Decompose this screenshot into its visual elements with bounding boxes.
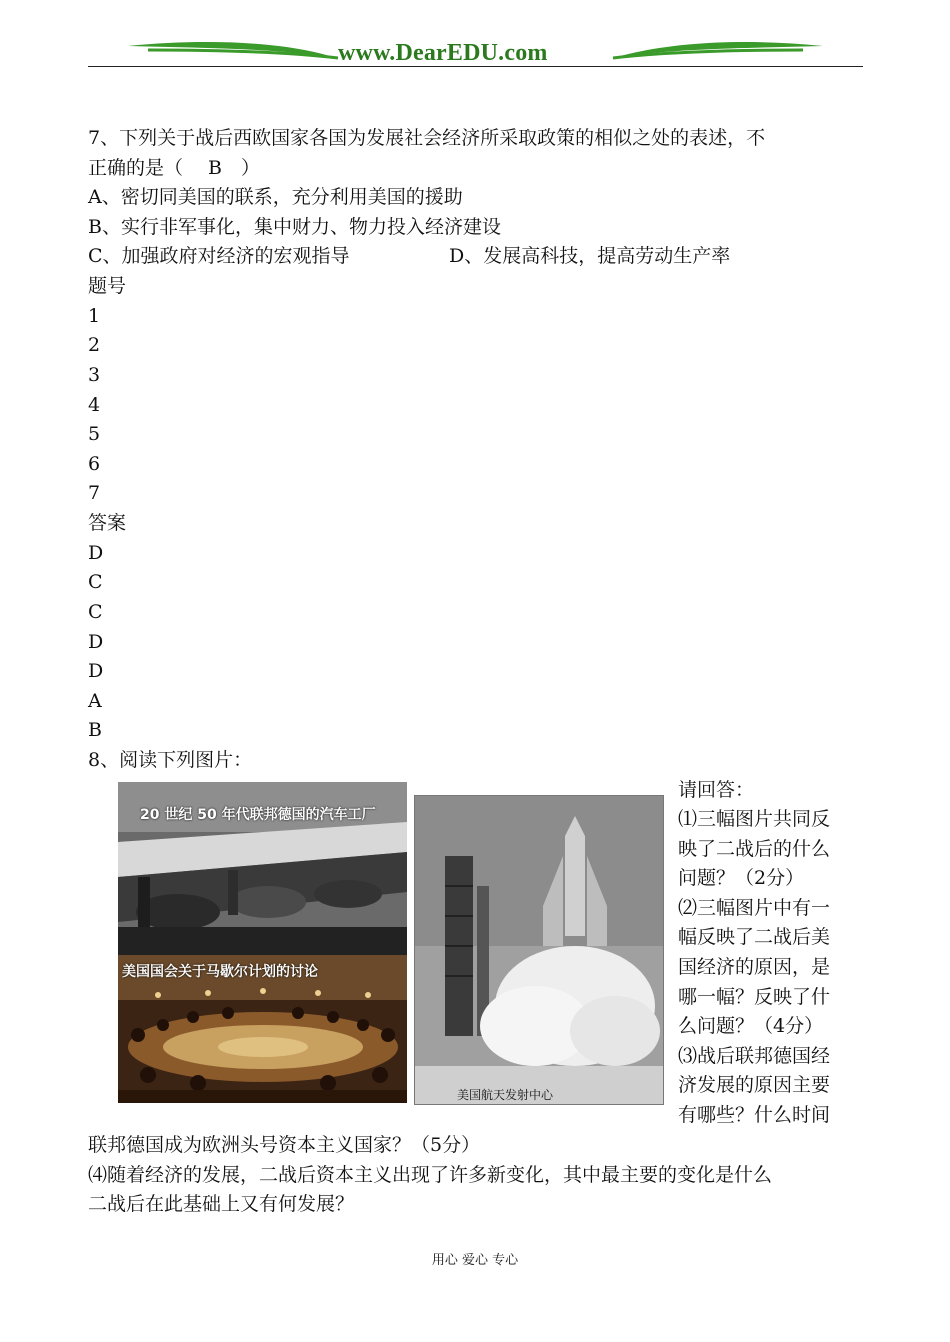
answer-table-number-header: 题号 bbox=[88, 275, 127, 297]
q8-side-line: 问题？（2分） bbox=[678, 867, 805, 889]
q8-part4-line1: ⑷随着经济的发展，二战后资本主义出现了许多新变化，其中最主要的变化是什么 bbox=[88, 1164, 773, 1186]
answer-table-answer: C bbox=[88, 601, 103, 623]
answer-table-number: 4 bbox=[88, 394, 101, 416]
answer-table-number: 2 bbox=[88, 334, 101, 356]
q8-side-line: 哪一幅？反映了什 bbox=[678, 986, 831, 1008]
q8-side-line: 请回答： bbox=[678, 779, 755, 801]
q8-part4-line2: 二战后在此基础上又有何发展？ bbox=[88, 1193, 355, 1215]
answer-table-answer: B bbox=[88, 719, 102, 741]
q8-side-line: ⑴三幅图片共同反 bbox=[678, 808, 831, 830]
answer-table-answer: D bbox=[88, 631, 104, 653]
launch-center-illustration bbox=[415, 796, 663, 1104]
answer-table-number: 5 bbox=[88, 423, 101, 445]
q8-side-line: 济发展的原因主要 bbox=[678, 1074, 831, 1096]
q7-option-a: A、密切同美国的联系，充分利用美国的援助 bbox=[88, 186, 463, 208]
congress-photo bbox=[118, 955, 407, 1103]
q8-side-line: ⑶战后联邦德国经 bbox=[678, 1045, 831, 1067]
q7-option-b: B、实行非军事化，集中财力、物力投入经济建设 bbox=[88, 216, 501, 238]
answer-table-answer: C bbox=[88, 571, 103, 593]
header-divider bbox=[88, 66, 863, 67]
answer-table-number: 7 bbox=[88, 482, 101, 504]
q8-side-line: 有哪些？什么时间 bbox=[678, 1104, 831, 1126]
answer-table-answer-header: 答案 bbox=[88, 512, 127, 534]
car-factory-photo bbox=[118, 782, 407, 955]
answer-table-answer: A bbox=[88, 690, 102, 712]
launch-center-photo bbox=[414, 795, 664, 1105]
answer-table-number: 3 bbox=[88, 364, 101, 386]
q8-side-line: 幅反映了二战后美 bbox=[678, 926, 831, 948]
q8-side-line: ⑵三幅图片中有一 bbox=[678, 897, 831, 919]
congress-caption: 美国国会关于马歇尔计划的讨论 bbox=[122, 964, 318, 980]
q7-option-c: C、加强政府对经济的宏观指导 bbox=[88, 245, 350, 267]
answer-table-number: 6 bbox=[88, 453, 101, 475]
q8-tail-line: 联邦德国成为欧洲头号资本主义国家？（5分） bbox=[88, 1134, 481, 1156]
q7-stem-line2: 正确的是（ B ） bbox=[88, 157, 261, 179]
q7-stem-line1: 7、下列关于战后西欧国家各国为发展社会经济所采取政策的相似之处的表述，不 bbox=[88, 127, 766, 149]
q8-side-line: 国经济的原因，是 bbox=[678, 956, 831, 978]
q8-side-line: 么问题？（4分） bbox=[678, 1015, 824, 1037]
page-footer: 用心 爱心 专心 bbox=[431, 1253, 519, 1268]
answer-table-number: 1 bbox=[88, 305, 101, 327]
car-factory-caption: 20 世纪 50 年代联邦德国的汽车工厂 bbox=[140, 807, 376, 823]
site-logo-text: www.DearEDU.com bbox=[338, 40, 548, 66]
q7-option-d: D、发展高科技，提高劳动生产率 bbox=[449, 245, 731, 267]
answer-table-answer: D bbox=[88, 542, 104, 564]
q8-title: 8、阅读下列图片： bbox=[88, 749, 253, 771]
q8-side-line: 映了二战后的什么 bbox=[678, 838, 831, 860]
answer-table-answer: D bbox=[88, 660, 104, 682]
launch-center-caption: 美国航天发射中心 bbox=[457, 1088, 554, 1102]
